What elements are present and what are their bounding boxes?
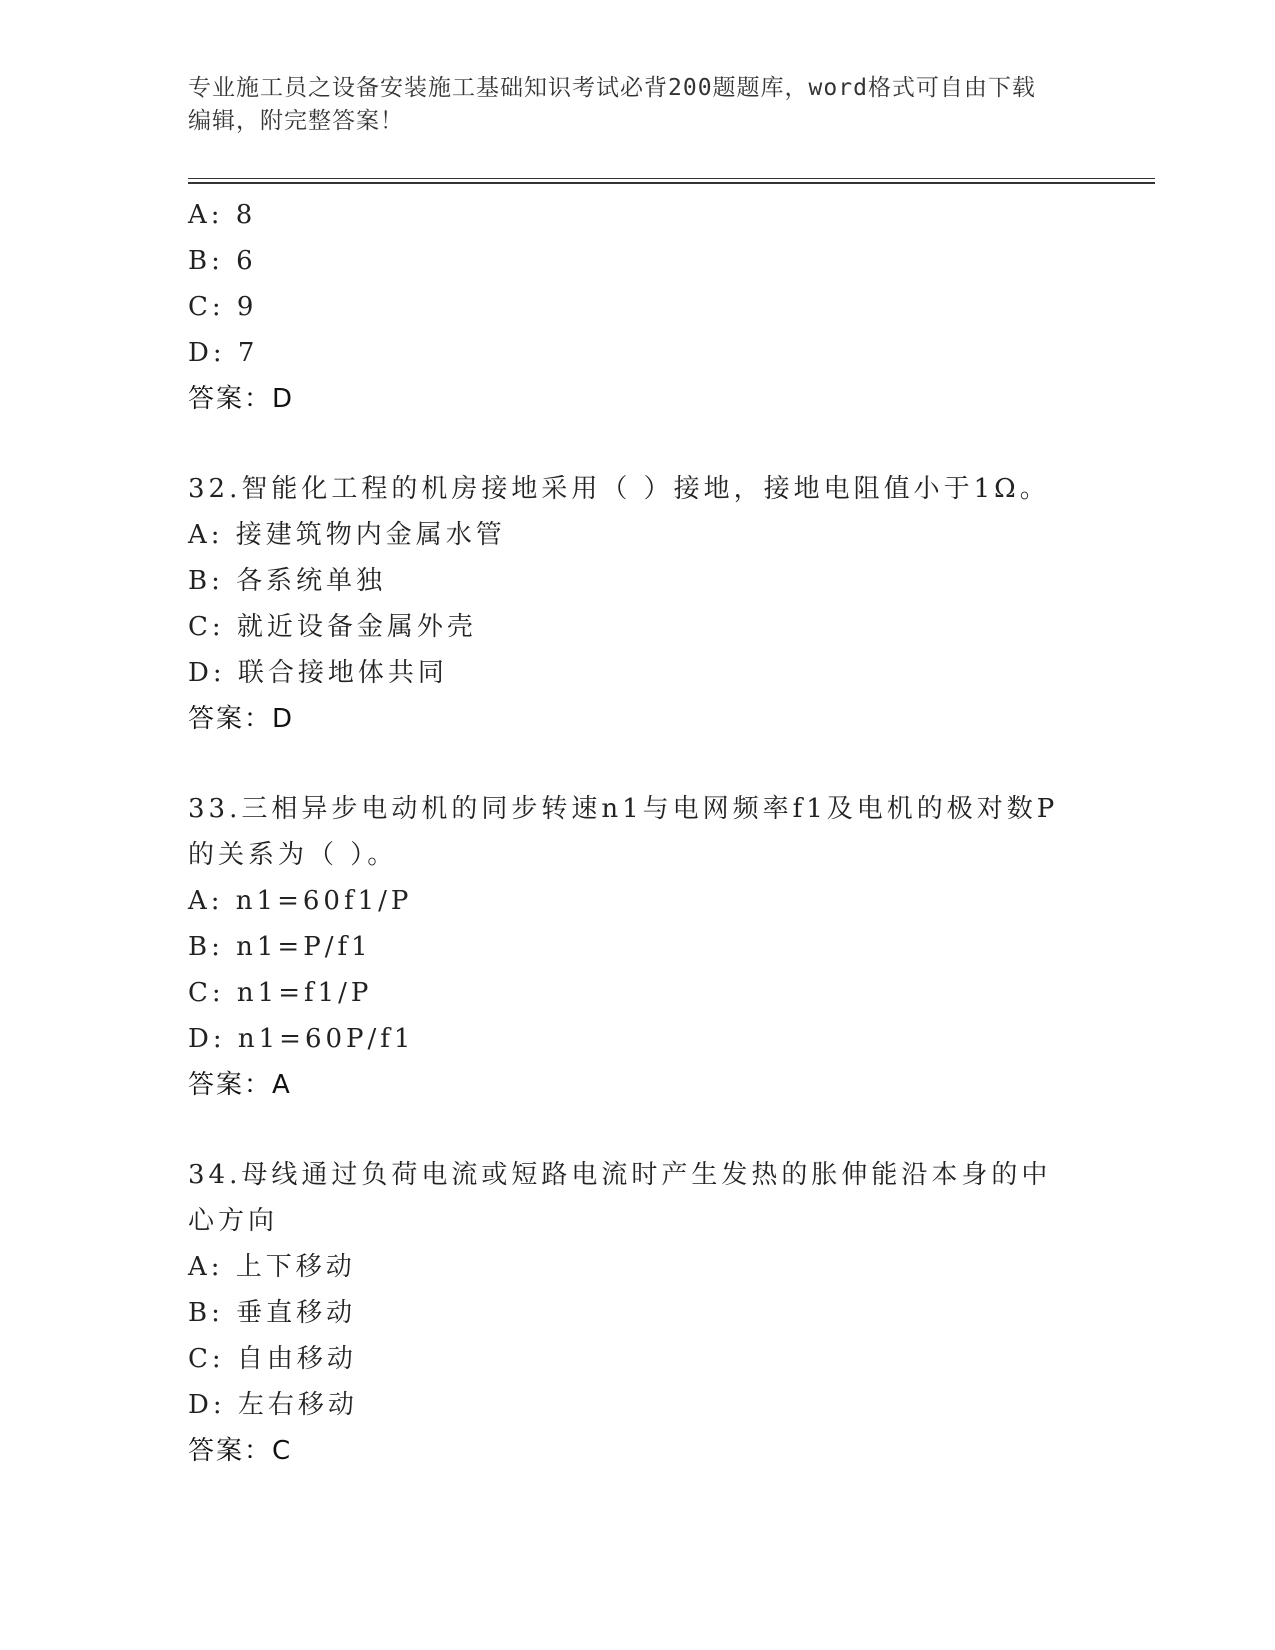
question-list <box>188 192 1088 1474</box>
option-a: A: 8 <box>188 200 257 230</box>
option-a: A: 接建筑物内金属水管 <box>188 520 506 550</box>
question-34-block <box>188 1152 1088 1474</box>
option-d: D: 7 <box>188 338 259 368</box>
question-33-block <box>188 786 1088 1108</box>
header-line-1: 专业施工员之设备安装施工基础知识考试必背200题题库，word格式可自由下载 <box>188 75 1036 101</box>
option-d: D: 联合接地体共同 <box>188 658 448 688</box>
document-header <box>188 72 1068 138</box>
option-d: D: 左右移动 <box>188 1390 358 1420</box>
question-32-block <box>188 466 1088 742</box>
header-divider-double <box>188 182 1155 184</box>
option-d: D: n1=60P/f1 <box>188 1024 415 1054</box>
option-c: C: 就近设备金属外壳 <box>188 612 477 642</box>
option-b: B: 垂直移动 <box>188 1298 357 1328</box>
answer-line: 答案：A <box>188 1070 292 1100</box>
question-text: 32.智能化工程的机房接地采用（ ）接地，接地电阻值小于1Ω。 <box>188 474 1050 504</box>
option-b: B: 各系统单独 <box>188 566 387 596</box>
option-b: B: 6 <box>188 246 257 276</box>
answer-line: 答案：D <box>188 384 295 414</box>
option-c: C: n1=f1/P <box>188 978 373 1008</box>
answer-line: 答案：C <box>188 1436 293 1466</box>
header-line-2: 编辑，附完整答案！ <box>188 108 404 134</box>
option-b: B: n1=P/f1 <box>188 932 372 962</box>
option-a: A: n1=60f1/P <box>188 886 413 916</box>
option-c: C: 9 <box>188 292 258 322</box>
question-text: 34.母线通过负荷电流或短路电流时产生发热的胀伸能沿本身的中心方向 <box>188 1160 1052 1236</box>
question-text: 33.三相异步电动机的同步转速n1与电网频率f1及电机的极对数P的关系为（ ）。 <box>188 794 1059 870</box>
option-c: C: 自由移动 <box>188 1344 357 1374</box>
option-a: A: 上下移动 <box>188 1252 356 1282</box>
answer-line: 答案：D <box>188 704 295 734</box>
header-divider <box>188 178 1155 179</box>
question-31-block <box>188 192 1088 422</box>
